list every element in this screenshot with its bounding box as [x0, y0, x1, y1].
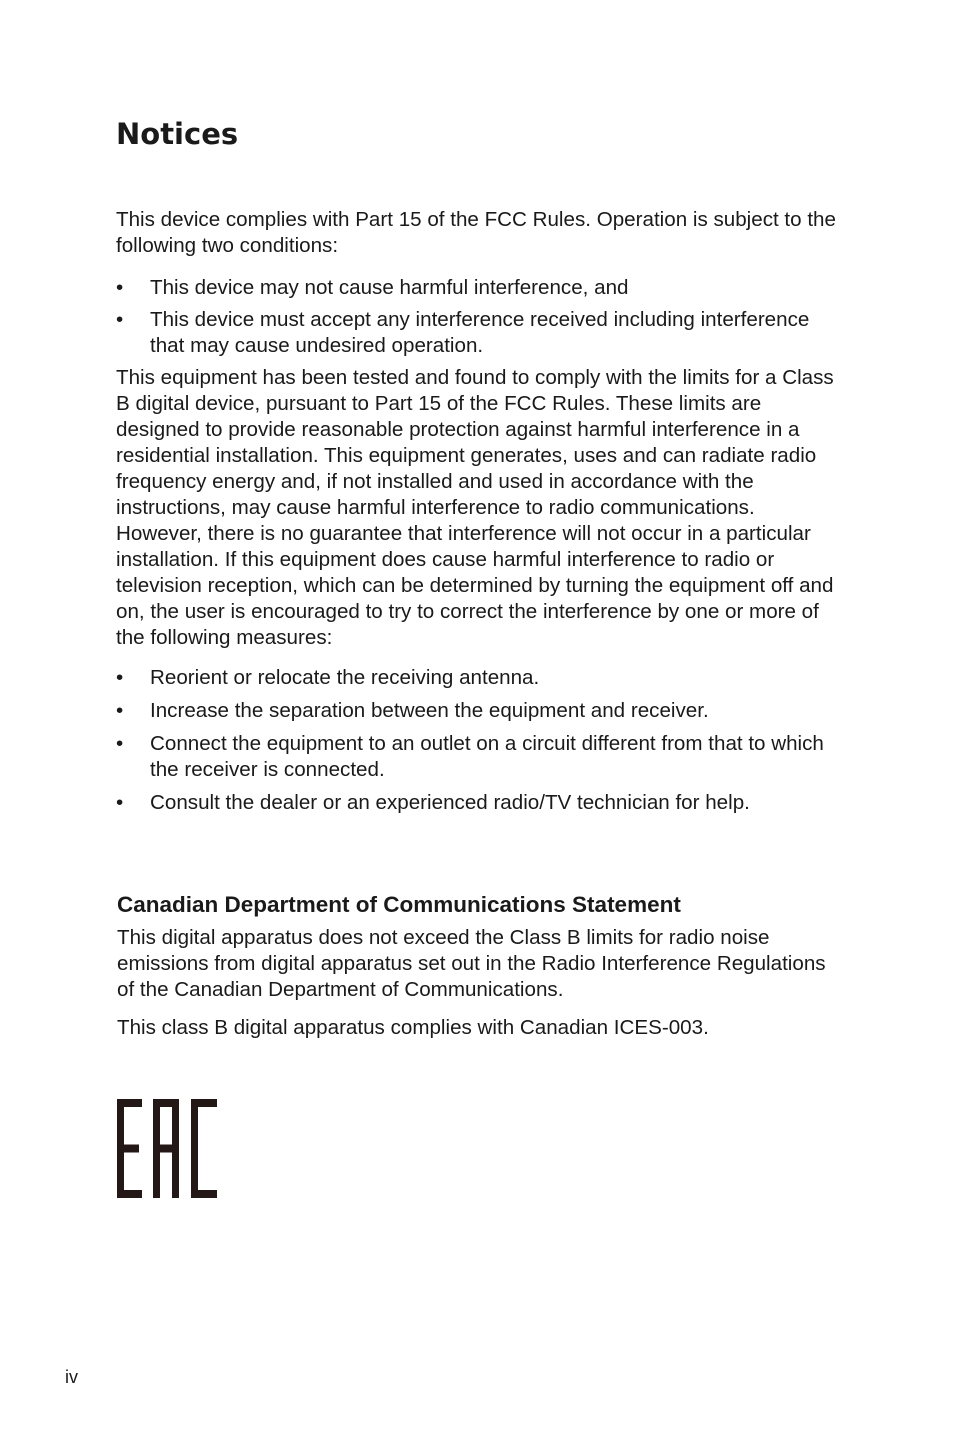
section-heading: Canadian Department of Communications Statement	[117, 892, 681, 917]
fcc-statement-paragraph: This equipment has been tested and found to comply with the limits for a Class B digital device, pursuant to Part 15 of the FCC Rules. These limits are designed to provide reasonable protection against harmful interference in a residential installation. This equipment generates, uses and can radiate radio frequency energy and, if not installed and used in accordance with the instructions, may cause harmful interference to radio communications. However, there is no guarantee that interference will not occur in a particular installation. If this equipment does cause harmful interference to radio or television reception, which can be determined by turning the equipment off and on, the user is encouraged to try to correct the interference by one or more of the following measures:	[116, 366, 834, 649]
bullet-icon: •	[116, 699, 124, 722]
ices-paragraph: This class B digital apparatus complies with Canadian ICES-003.	[117, 1016, 709, 1039]
canada-paragraph: This digital apparatus does not exceed the Class B limits for radio noise emissions from digital apparatus set out in the Radio Interference Regulations of the Canadian Department of Communications.	[117, 926, 826, 1001]
canada-statement-section	[117, 891, 847, 1041]
fcc-notice-section	[116, 207, 846, 816]
page-number: iv	[65, 1367, 78, 1387]
list-item-text: Reorient or relocate the receiving antenna.	[150, 666, 540, 689]
list-item-text: Connect the equipment to an outlet on a circuit different from that to which the receiver is connected.	[150, 732, 824, 781]
list-item-text: Consult the dealer or an experienced radio/TV technician for help.	[150, 791, 750, 814]
list-item	[116, 731, 846, 783]
page-title: Notices	[116, 117, 239, 151]
fcc-intro-paragraph: This device complies with Part 15 of the FCC Rules. Operation is subject to the following two conditions:	[116, 208, 836, 257]
bullet-icon: •	[116, 308, 124, 331]
list-item-text: This device may not cause harmful interference, and	[150, 276, 629, 299]
eac-logo-icon	[117, 1099, 217, 1198]
list-item	[116, 307, 846, 359]
fcc-conditions-list	[116, 275, 846, 359]
bullet-icon: •	[116, 732, 124, 755]
fcc-measures-list	[116, 665, 846, 816]
list-item	[116, 698, 846, 724]
bullet-icon: •	[116, 791, 124, 814]
bullet-icon: •	[116, 666, 124, 689]
list-item	[116, 665, 846, 691]
list-item	[116, 790, 846, 816]
list-item-text: This device must accept any interference received including interference that may cause undesired operation.	[150, 308, 810, 357]
list-item-text: Increase the separation between the equipment and receiver.	[150, 699, 709, 722]
list-item	[116, 275, 846, 301]
bullet-icon: •	[116, 276, 124, 299]
